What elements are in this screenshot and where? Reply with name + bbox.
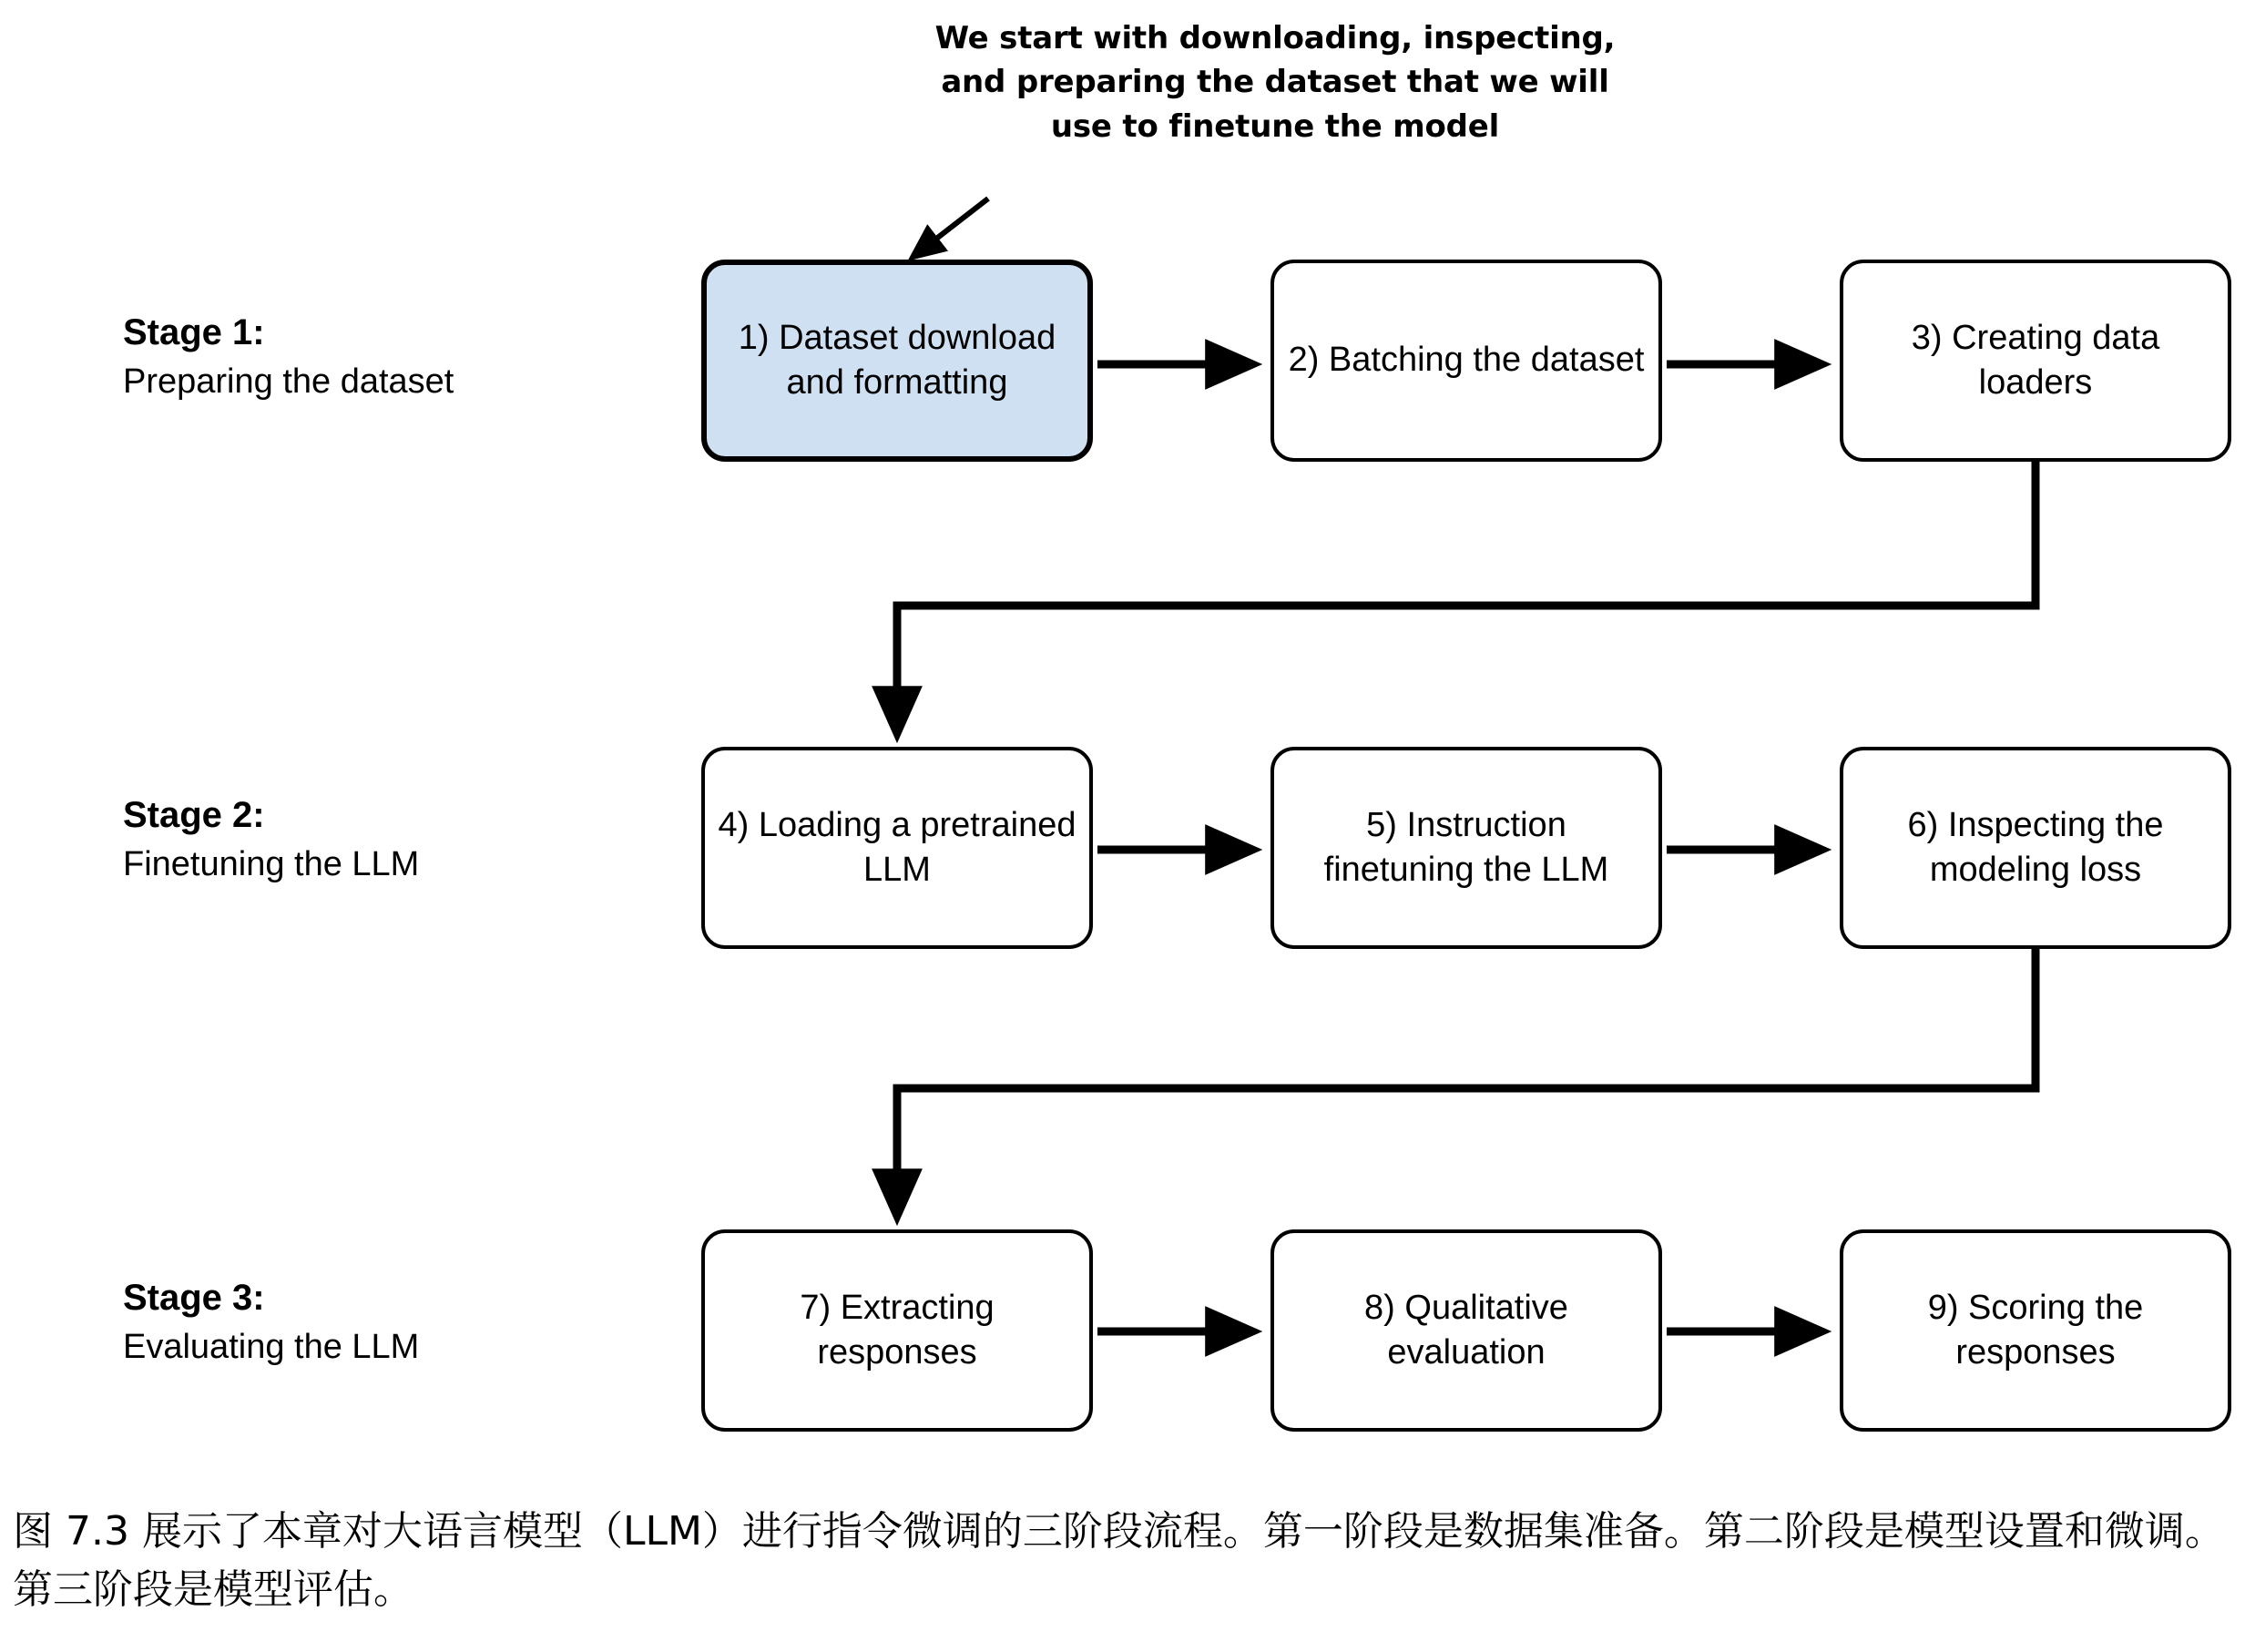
flow-node-5-label: 5) Instruction finetuning the LLM bbox=[1323, 805, 1609, 889]
flow-node-2-label: 2) Batching the dataset bbox=[1288, 341, 1645, 380]
stage-1-subtitle: Preparing the dataset bbox=[123, 362, 454, 401]
flow-node-3-creating-data-loaders[interactable] bbox=[1840, 260, 2231, 462]
flow-node-1-dataset-download-and-formatting[interactable] bbox=[701, 260, 1093, 462]
flow-node-7-label: 7) Extracting responses bbox=[800, 1288, 995, 1372]
stage-2-subtitle: Finetuning the LLM bbox=[123, 845, 420, 883]
flow-node-6-label: 6) Inspecting the modeling loss bbox=[1907, 805, 2164, 889]
annotation-line-2: and preparing the dataset that we will bbox=[941, 64, 1609, 101]
stage-2-title: Stage 2: bbox=[123, 795, 265, 835]
flow-node-4-label: 4) Loading a pretrained LLM bbox=[718, 805, 1076, 889]
annotation-callout bbox=[911, 16, 1639, 148]
stage-label-1 bbox=[123, 310, 688, 404]
flow-node-3-label: 3) Creating data loaders bbox=[1911, 318, 2160, 402]
stage-1-title: Stage 1: bbox=[123, 312, 265, 352]
stage-3-subtitle: Evaluating the LLM bbox=[123, 1328, 420, 1366]
annotation-line-1: We start with downloading, inspecting, bbox=[934, 20, 1616, 56]
flow-node-8-qualitative-evaluation[interactable] bbox=[1270, 1229, 1662, 1432]
flow-node-2-batching-the-dataset[interactable] bbox=[1270, 260, 1662, 462]
flow-node-8-label: 8) Qualitative evaluation bbox=[1364, 1288, 1568, 1372]
flow-node-5-instruction-finetuning-the-llm[interactable] bbox=[1270, 747, 1662, 949]
stage-label-2 bbox=[123, 792, 688, 887]
annotation-line-3: use to finetune the model bbox=[1050, 107, 1500, 145]
stage-3-title: Stage 3: bbox=[123, 1278, 265, 1318]
flow-node-4-loading-a-pretrained-llm[interactable] bbox=[701, 747, 1093, 949]
stage-label-3 bbox=[123, 1275, 688, 1370]
flow-node-9-label: 9) Scoring the responses bbox=[1927, 1288, 2144, 1372]
flow-node-7-extracting-responses[interactable] bbox=[701, 1229, 1093, 1432]
flow-node-9-scoring-the-responses[interactable] bbox=[1840, 1229, 2231, 1432]
figure-caption: 图 7.3 展示了本章对大语言模型（LLM）进行指令微调的三阶段流程。第一阶段是数据集准备。第二阶段是模型设置和微调。第三阶段是模型评估。 bbox=[13, 1508, 2225, 1613]
flow-node-6-inspecting-the-modeling-loss[interactable] bbox=[1840, 747, 2231, 949]
flow-node-1-label: 1) Dataset download and formatting bbox=[738, 318, 1056, 402]
